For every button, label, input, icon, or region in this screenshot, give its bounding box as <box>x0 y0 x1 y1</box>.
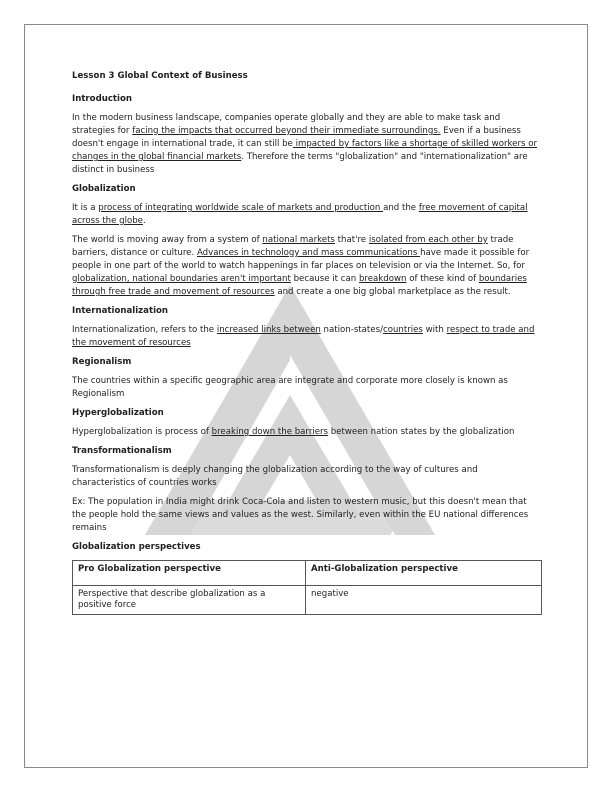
table-cell: negative <box>306 586 542 615</box>
heading-internationalization: Internationalization <box>72 306 169 316</box>
heading-hyperglobalization: Hyperglobalization <box>72 408 164 418</box>
table-header-row <box>73 561 542 586</box>
document-body <box>72 70 542 615</box>
table-cell: Perspective that describe globalization as a positive force <box>73 586 306 615</box>
table-header-cell: Pro Globalization perspective <box>73 561 306 586</box>
paragraph-globalization-detail: The world is moving away from a system of national markets that're isolated from each other by trade barriers, distance or culture. Advances in technology and mass communications have made it possible for people in one part of the world to watch happenings in far places on television or via the Internet. So, for globalization, national boundaries aren't important because it can breakdown of these kind of boundaries through free trade and movement of resources and create a one big global marketplace as the result. <box>72 235 530 297</box>
paragraph-globalization-definition: It is a process of integrating worldwide scale of markets and production and the free movement of capital across the globe. <box>72 203 528 226</box>
perspectives-table <box>72 560 542 615</box>
table-row <box>73 586 542 615</box>
heading-introduction: Introduction <box>72 94 133 104</box>
document-title: Lesson 3 Global Context of Business <box>72 71 248 81</box>
paragraph-transformationalism-example: Ex: The population in India might drink Coca-Cola and listen to western music, but this doesn't mean that the people hold the same views and values as the west. Similarly, even within the EU national differences remains <box>72 497 529 533</box>
heading-transformationalism: Transformationalism <box>72 446 172 456</box>
heading-globalization: Globalization <box>72 184 136 194</box>
paragraph-introduction: In the modern business landscape, companies operate globally and they are able to make task and strategies for facing the impacts that occurred beyond their immediate surroundings. Even if a business doesn't engage in international trade, it can still be impacted by factors like a shortage of skilled workers or changes in the global financial markets. Therefore the terms "globalization" and "internationalization" are distinct in business <box>72 113 537 175</box>
table-header-cell: Anti-Globalization perspective <box>306 561 542 586</box>
paragraph-internationalization: Internationalization, refers to the increased links between nation-states/countries with respect to trade and the movement of resources <box>72 325 535 348</box>
paragraph-hyperglobalization: Hyperglobalization is process of breaking down the barriers between nation states by the globalization <box>72 427 515 437</box>
heading-regionalism: Regionalism <box>72 357 132 367</box>
paragraph-regionalism: The countries within a specific geographic area are integrate and corporate more closely is known as Regionalism <box>72 376 508 399</box>
heading-globalization-perspectives: Globalization perspectives <box>72 542 201 552</box>
paragraph-transformationalism: Transformationalism is deeply changing the globalization according to the way of cultures and characteristics of countries works <box>72 465 478 488</box>
